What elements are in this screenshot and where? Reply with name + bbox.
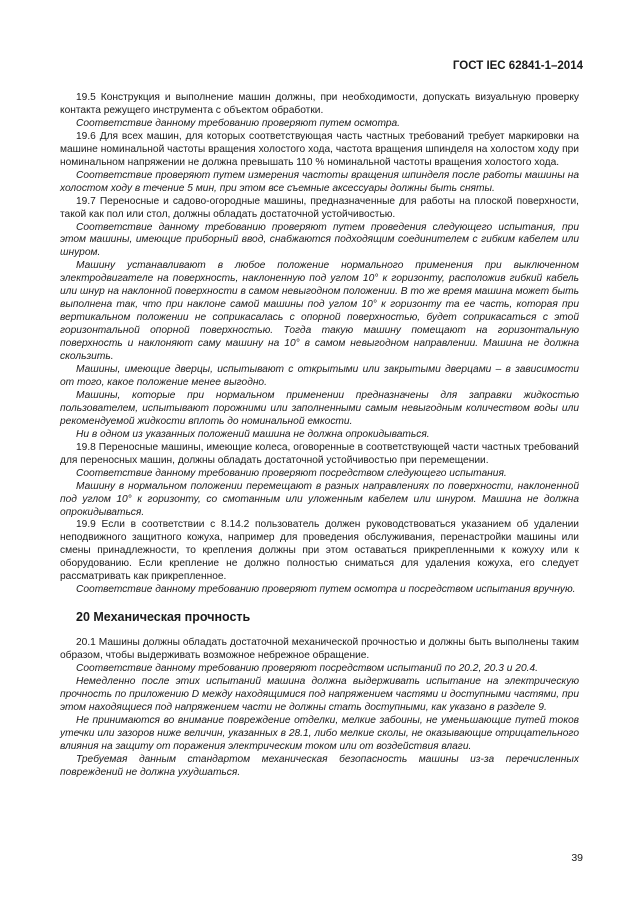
- paragraph: Соответствие данному требованию проверяют посредством следующего испытания.: [76, 467, 507, 479]
- paragraph: Соответствие данному требованию проверяют путем осмотра.: [76, 117, 401, 129]
- paragraph: 19.9 Если в соответствии с 8.14.2 пользователь должен руководствоваться указанием об удалении неподвижного защитного кожуха, например для проведения обслуживания, перенастройки машины или смены принадлежности, то крепления должны при этом оставаться прикрепленными к кожуху или к оборудованию. Если крепление не должно полностью сниматься для удаления кожуха, его следует рассматривать как прикрепленное.: [60, 519, 579, 583]
- paragraph: Требуемая данным стандартом механическая безопасность машины из-за перечисленных повреждений не должна ухудшаться.: [60, 753, 579, 778]
- paragraph: Соответствие данному требованию проверяют посредством испытаний по 20.2, 20.3 и 20.4.: [76, 663, 538, 675]
- paragraph: Немедленно после этих испытаний машина должна выдерживать испытание на электрическую прочность по приложению D между находящимися под напряжением частями и доступными частями, при этом находящиеся под напряжением части не должны стать доступными, как указано в разделе 9.: [60, 675, 579, 713]
- paragraph: 19.7 Переносные и садово-огородные машины, предназначенные для работы на плоской поверхности, такой как пол или стол, должны обладать достаточной устойчивостью.: [60, 195, 579, 220]
- section-20-paragraphs: [60, 637, 579, 779]
- section-heading: 20 Механическая прочность: [76, 610, 251, 625]
- paragraph: Машины, имеющие дверцы, испытывают с открытыми или закрытыми дверцами – в зависимости от того, какое положение менее выгодно.: [60, 364, 579, 388]
- paragraph: 19.6 Для всех машин, для которых соответствующая часть частных требований требует маркировки на машине номинальной частоты вращения холостого хода, частота вращения шпинделя на холостом ходу при номинальном напряжении не должна превышать 110 % номинальной частоты вращения холостого хода.: [60, 130, 579, 168]
- paragraph: Машину устанавливают в любое положение нормального применения при выключенном электродвигателе на поверхность, наклоненную под углом 10° к горизонту, расположив гибкий кабель или шнур на наклонной поверхности в самом невыгодном положении. В то же время машина может быть выполнена так, что при наклоне самой машины под углом 10° к горизонту та ее часть, которая при вертикальном положении не соприкасалась с опорной поверхностью, будет соприкасаться с этой горизонтальной опорной поверхностью. Тогда такую машину помещают на горизонтальную поверхность и наклоняют саму машину на 10° в самом невыгодном направлении. Машина не должна скользить.: [60, 260, 579, 363]
- paragraph: 19.8 Переносные машины, имеющие колеса, оговоренные в соответствующей части частных требований для переносных машин, должны обладать достаточной устойчивостью при перемещении.: [60, 441, 579, 466]
- paragraph: Соответствие проверяют путем измерения частоты вращения шпинделя после работы машины на холостом ходу в течение 5 мин, при этом все съемные аксессуары должны быть сняты.: [60, 169, 579, 194]
- page-number: 39: [571, 852, 583, 864]
- document-header: ГОСТ IEC 62841-1–2014: [452, 60, 583, 72]
- paragraph: Машину в нормальном положении перемещают в разных направлениях по поверхности, наклоненной под углом 10° к горизонту, со смотанным или уложенным кабелем или шнуром. Машина не должна опрокидываться.: [60, 480, 579, 518]
- section-19-paragraphs: [60, 92, 579, 597]
- page-body: [60, 92, 579, 780]
- paragraph: Соответствие данному требованию проверяют путем проведения следующего испытания, при этом машины, имеющие приборный ввод, снабжаются подходящим соединителем с гибким кабелем или шнуром.: [60, 221, 579, 259]
- paragraph: Машины, которые при нормальном применении предназначены для заправки жидкостью пользователем, испытывают порожними или заполненными самым невыгодным количеством воды или рекомендуемой жидкости вплоть до номинальной емкости.: [60, 389, 579, 427]
- paragraph: Не принимаются во внимание повреждение отделки, мелкие забоины, не уменьшающие путей токов утечки или зазоров ниже величин, указанных в 28.1, либо мелкие сколы, не оказывающие отрицательного влияния на защиту от поражения электрическим током или от воздействия влаги.: [60, 714, 579, 752]
- paragraph: 19.5 Конструкция и выполнение машин должны, при необходимости, допускать визуальную проверку контакта режущего инструмента с объектом обработки.: [60, 92, 579, 116]
- paragraph: Соответствие данному требованию проверяют путем осмотра и посредством испытания вручную.: [76, 584, 576, 596]
- paragraph: 20.1 Машины должны обладать достаточной механической прочностью и должны быть выполнены таким образом, чтобы выдерживать возможное небрежное обращение.: [60, 637, 579, 662]
- paragraph: Ни в одном из указанных положений машина не должна опрокидываться.: [76, 428, 430, 440]
